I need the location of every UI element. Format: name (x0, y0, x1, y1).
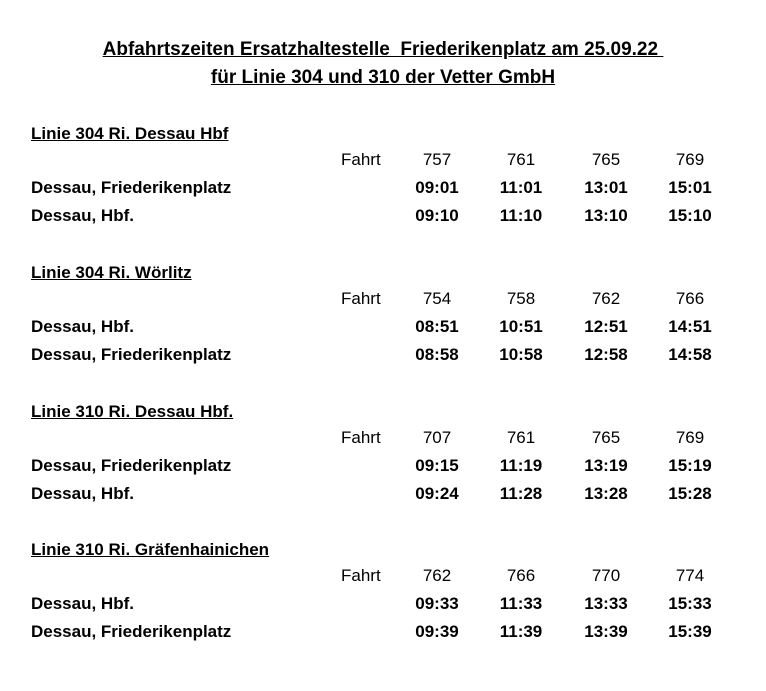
departure-time: 09:01 (415, 178, 459, 197)
stop-row (0, 622, 766, 646)
stop-name: Dessau, Friederikenplatz (31, 456, 232, 475)
fahrt-number: 707 (422, 428, 452, 447)
stop-name: Dessau, Hbf. (31, 317, 134, 336)
title-line-1: Abfahrtszeiten Ersatzhaltestelle Friederikenplatz am 25.09.22 (102, 39, 664, 60)
section-heading: Linie 304 Ri. Wörlitz (31, 263, 192, 282)
departure-time: 09:39 (415, 622, 459, 641)
fahrt-number: 762 (422, 566, 452, 585)
stop-row (0, 594, 766, 618)
fahrt-label: Fahrt (341, 289, 381, 308)
departure-time: 13:28 (584, 484, 628, 503)
stop-row (0, 178, 766, 202)
departure-time: 09:15 (415, 456, 459, 475)
stop-name: Dessau, Hbf. (31, 484, 134, 503)
fahrt-row (0, 289, 766, 313)
stop-row (0, 317, 766, 341)
fahrt-number: 758 (506, 289, 536, 308)
fahrt-label: Fahrt (341, 150, 381, 169)
stop-row (0, 345, 766, 369)
section-heading: Linie 310 Ri. Gräfenhainichen (31, 540, 270, 559)
fahrt-number: 766 (506, 566, 536, 585)
fahrt-number: 761 (506, 150, 536, 169)
departure-time: 10:58 (499, 345, 543, 364)
departure-time: 14:58 (668, 345, 712, 364)
fahrt-number: 765 (591, 150, 621, 169)
departure-time: 11:28 (499, 484, 543, 503)
stop-name: Dessau, Friederikenplatz (31, 178, 232, 197)
departure-time: 15:01 (668, 178, 712, 197)
stop-row (0, 456, 766, 480)
stop-row (0, 206, 766, 230)
departure-time: 12:51 (584, 317, 628, 336)
departure-time: 14:51 (668, 317, 712, 336)
fahrt-number: 769 (675, 150, 705, 169)
stop-name: Dessau, Friederikenplatz (31, 345, 232, 364)
fahrt-label: Fahrt (341, 428, 381, 447)
fahrt-number: 769 (675, 428, 705, 447)
departure-time: 13:01 (584, 178, 628, 197)
fahrt-row (0, 428, 766, 452)
departure-time: 11:01 (499, 178, 543, 197)
departure-time: 15:33 (668, 594, 712, 613)
page-title (0, 36, 766, 92)
stop-name: Dessau, Hbf. (31, 594, 134, 613)
fahrt-number: 754 (422, 289, 452, 308)
section-heading: Linie 310 Ri. Dessau Hbf. (31, 402, 234, 421)
departure-time: 08:58 (415, 345, 459, 364)
departure-time: 15:28 (668, 484, 712, 503)
departure-time: 09:33 (415, 594, 459, 613)
fahrt-number: 762 (591, 289, 621, 308)
departure-time: 11:10 (499, 206, 543, 225)
departure-time: 15:39 (668, 622, 712, 641)
fahrt-number: 757 (422, 150, 452, 169)
fahrt-number: 774 (675, 566, 705, 585)
stop-name: Dessau, Hbf. (31, 206, 134, 225)
departure-time: 10:51 (499, 317, 543, 336)
departure-time: 11:39 (499, 622, 543, 641)
section-heading: Linie 304 Ri. Dessau Hbf (31, 124, 229, 143)
fahrt-number: 766 (675, 289, 705, 308)
departure-time: 11:33 (499, 594, 543, 613)
fahrt-row (0, 566, 766, 590)
departure-time: 11:19 (499, 456, 543, 475)
stop-row (0, 484, 766, 508)
departure-time: 08:51 (415, 317, 459, 336)
fahrt-row (0, 150, 766, 174)
stop-name: Dessau, Friederikenplatz (31, 622, 232, 641)
title-line-2: für Linie 304 und 310 der Vetter GmbH (210, 67, 556, 88)
departure-time: 15:19 (668, 456, 712, 475)
departure-time: 13:19 (584, 456, 628, 475)
departure-time: 13:33 (584, 594, 628, 613)
departure-time: 15:10 (668, 206, 712, 225)
fahrt-number: 765 (591, 428, 621, 447)
departure-time: 12:58 (584, 345, 628, 364)
departure-time: 13:10 (584, 206, 628, 225)
departure-time: 09:24 (415, 484, 459, 503)
departure-time: 09:10 (415, 206, 459, 225)
fahrt-number: 770 (591, 566, 621, 585)
departure-time: 13:39 (584, 622, 628, 641)
fahrt-number: 761 (506, 428, 536, 447)
fahrt-label: Fahrt (341, 566, 381, 585)
